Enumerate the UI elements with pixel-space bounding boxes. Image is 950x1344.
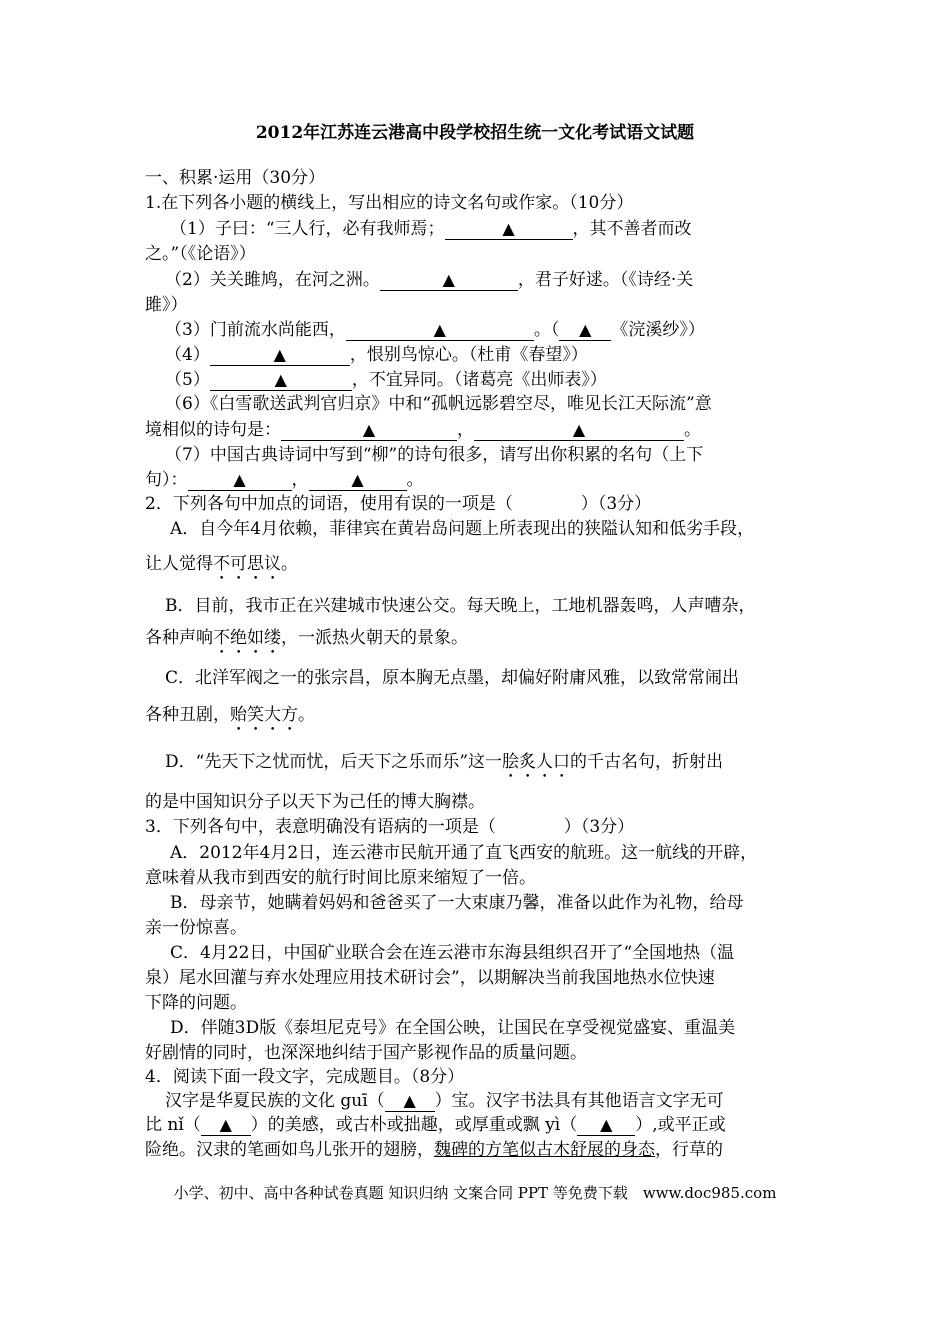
q3-option-b-cont: 亲一份惊喜。 bbox=[145, 918, 247, 938]
q3-option-c: C．4月22日，中国矿业联合会在连云港市东海县组织召开了“全国地热（温 bbox=[170, 943, 735, 963]
answer-blank[interactable]: ▲ bbox=[380, 270, 518, 291]
question-2-stem: 2．下列各句中加点的词语，使用有误的一项是（ ）（3分） bbox=[145, 494, 652, 514]
q2-option-a-cont: 让人觉得不可思议。 bbox=[145, 554, 298, 574]
emphasized-phrase: 不可思议 bbox=[213, 554, 281, 574]
answer-blank[interactable]: ▲ bbox=[309, 470, 407, 491]
page-footer: 小学、初中、高中各种试卷真题 知识归纳 文案合同 PPT 等免费下载 www.doc985.com bbox=[173, 1184, 777, 1202]
question-1-stem: 1.在下列各小题的横线上，写出相应的诗文名句或作家。（10分） bbox=[145, 193, 634, 213]
q3-option-d: D．伴随3D版《泰坦尼克号》在全国公映，让国民在享受视觉盛宴、重温美 bbox=[170, 1018, 736, 1038]
emphasized-phrase: 贻笑大方 bbox=[230, 705, 298, 725]
q1-item-1: （1）子曰：“三人行，必有我师焉； ▲ ，其不善者而改 bbox=[170, 219, 692, 239]
underlined-phrase: 魏碑的方笔似古木舒展的身态 bbox=[434, 1140, 655, 1160]
q1-item-6: （6）《白雪歌送武判官归京》中和“孤帆远影碧空尽，唯见长江天际流”意 bbox=[165, 394, 712, 414]
q1-item-7: （7）中国古典诗词中写到“柳”的诗句很多，请写出你积累的名句（上下 bbox=[165, 445, 704, 465]
answer-blank[interactable]: ▲ bbox=[210, 370, 352, 391]
q2-option-c-cont: 各种丑剧，贻笑大方。 bbox=[145, 705, 315, 725]
answer-blank[interactable]: ▲ bbox=[201, 1115, 251, 1136]
q2-option-b-cont: 各种声响不绝如缕，一派热火朝天的景象。 bbox=[145, 628, 468, 648]
answer-blank[interactable]: ▲ bbox=[188, 470, 292, 491]
answer-blank[interactable]: ▲ bbox=[385, 1091, 435, 1112]
q1-item-7-cont: 句）： ▲ ， ▲ 。 bbox=[145, 470, 424, 490]
q3-option-d-cont: 好剧情的同时，也深深地纠结于国产影视作品的质量问题。 bbox=[145, 1043, 587, 1063]
q1-item-2: （2）关关雎鸠，在河之洲。 ▲ ，君子好逑。（《诗经·关 bbox=[165, 270, 694, 290]
answer-blank[interactable]: ▲ bbox=[474, 420, 684, 441]
q4-passage-line-2: 比 nǐ（ ▲ ）的美感，或古朴或拙趣，或厚重或飘 yì（ ▲ ）,或平正或 bbox=[145, 1115, 726, 1135]
q1-item-3: （3）门前流水尚能西， ▲ 。（ ▲ 《浣溪纱》） bbox=[165, 320, 705, 340]
emphasized-phrase: 不绝如缕 bbox=[213, 628, 281, 648]
emphasized-phrase: 脍炙人口 bbox=[502, 752, 571, 772]
q4-passage-line-3: 险绝。汉隶的笔画如鸟儿张开的翅膀，魏碑的方笔似古木舒展的身态，行草的 bbox=[145, 1140, 723, 1160]
question-3-stem: 3．下列各句中，表意明确没有语病的一项是（ ）（3分） bbox=[145, 817, 635, 837]
q3-option-c-cont2: 下降的问题。 bbox=[145, 993, 247, 1013]
q3-option-a-cont: 意味着从我市到西安的航行时间比原来缩短了一倍。 bbox=[145, 868, 536, 888]
answer-blank[interactable]: ▲ bbox=[445, 219, 573, 240]
section-heading: 一、积累·运用（30分） bbox=[145, 168, 326, 188]
q3-option-b: B．母亲节，她瞒着妈妈和爸爸买了一大束康乃馨，准备以此作为礼物，给母 bbox=[170, 893, 744, 913]
page-title: 2012年江苏连云港高中段学校招生统一文化考试语文试题 bbox=[255, 123, 695, 143]
q1-item-2-cont: 雎》） bbox=[145, 295, 188, 315]
answer-blank[interactable]: ▲ bbox=[346, 320, 534, 341]
q1-item-1-cont: 之。”（《论语》） bbox=[145, 244, 256, 264]
q2-option-b: B．目前，我市正在兴建城市快速公交。每天晚上，工地机器轰鸣，人声嘈杂， bbox=[165, 596, 756, 616]
q2-option-a: A．自今年4月依赖，菲律宾在黄岩岛问题上所表现出的狭隘认知和低劣手段， bbox=[170, 519, 755, 539]
answer-blank[interactable]: ▲ bbox=[577, 1115, 635, 1136]
answer-blank[interactable]: ▲ bbox=[210, 345, 350, 366]
q2-option-d-cont: 的是中国知识分子以天下为己任的博大胸襟。 bbox=[145, 792, 485, 812]
question-4-stem: 4．阅读下面一段文字，完成题目。（8分） bbox=[145, 1067, 465, 1087]
q2-option-d: D．“先天下之忧而忧，后天下之乐而乐”这一脍炙人口的千古名句，折射出 bbox=[165, 752, 724, 772]
q3-option-a: A．2012年4月2日，连云港市民航开通了直飞西安的航班。这一航线的开辟， bbox=[170, 843, 758, 863]
q4-passage-line-1: 汉字是华夏民族的文化 guī（ ▲ ）宝。汉字书法具有其他语言文字无可 bbox=[165, 1091, 724, 1111]
q3-option-c-cont: 泉）尾水回灌与弃水处理应用技术研讨会”，以期解决当前我国地热水位快速 bbox=[145, 968, 715, 988]
q1-item-5: （5） ▲ ，不宜异同。（诸葛亮《出师表》） bbox=[165, 370, 607, 390]
q1-item-4: （4） ▲ ，恨别鸟惊心。（杜甫《春望》） bbox=[165, 345, 588, 365]
answer-blank[interactable]: ▲ bbox=[559, 320, 611, 341]
q2-option-c: C．北洋军阀之一的张宗昌，原本胸无点墨，却偏好附庸风雅，以致常常闹出 bbox=[165, 668, 740, 688]
q1-item-6-cont: 境相似的诗句是： ▲ ， ▲ 。 bbox=[145, 420, 701, 440]
answer-blank[interactable]: ▲ bbox=[281, 420, 457, 441]
